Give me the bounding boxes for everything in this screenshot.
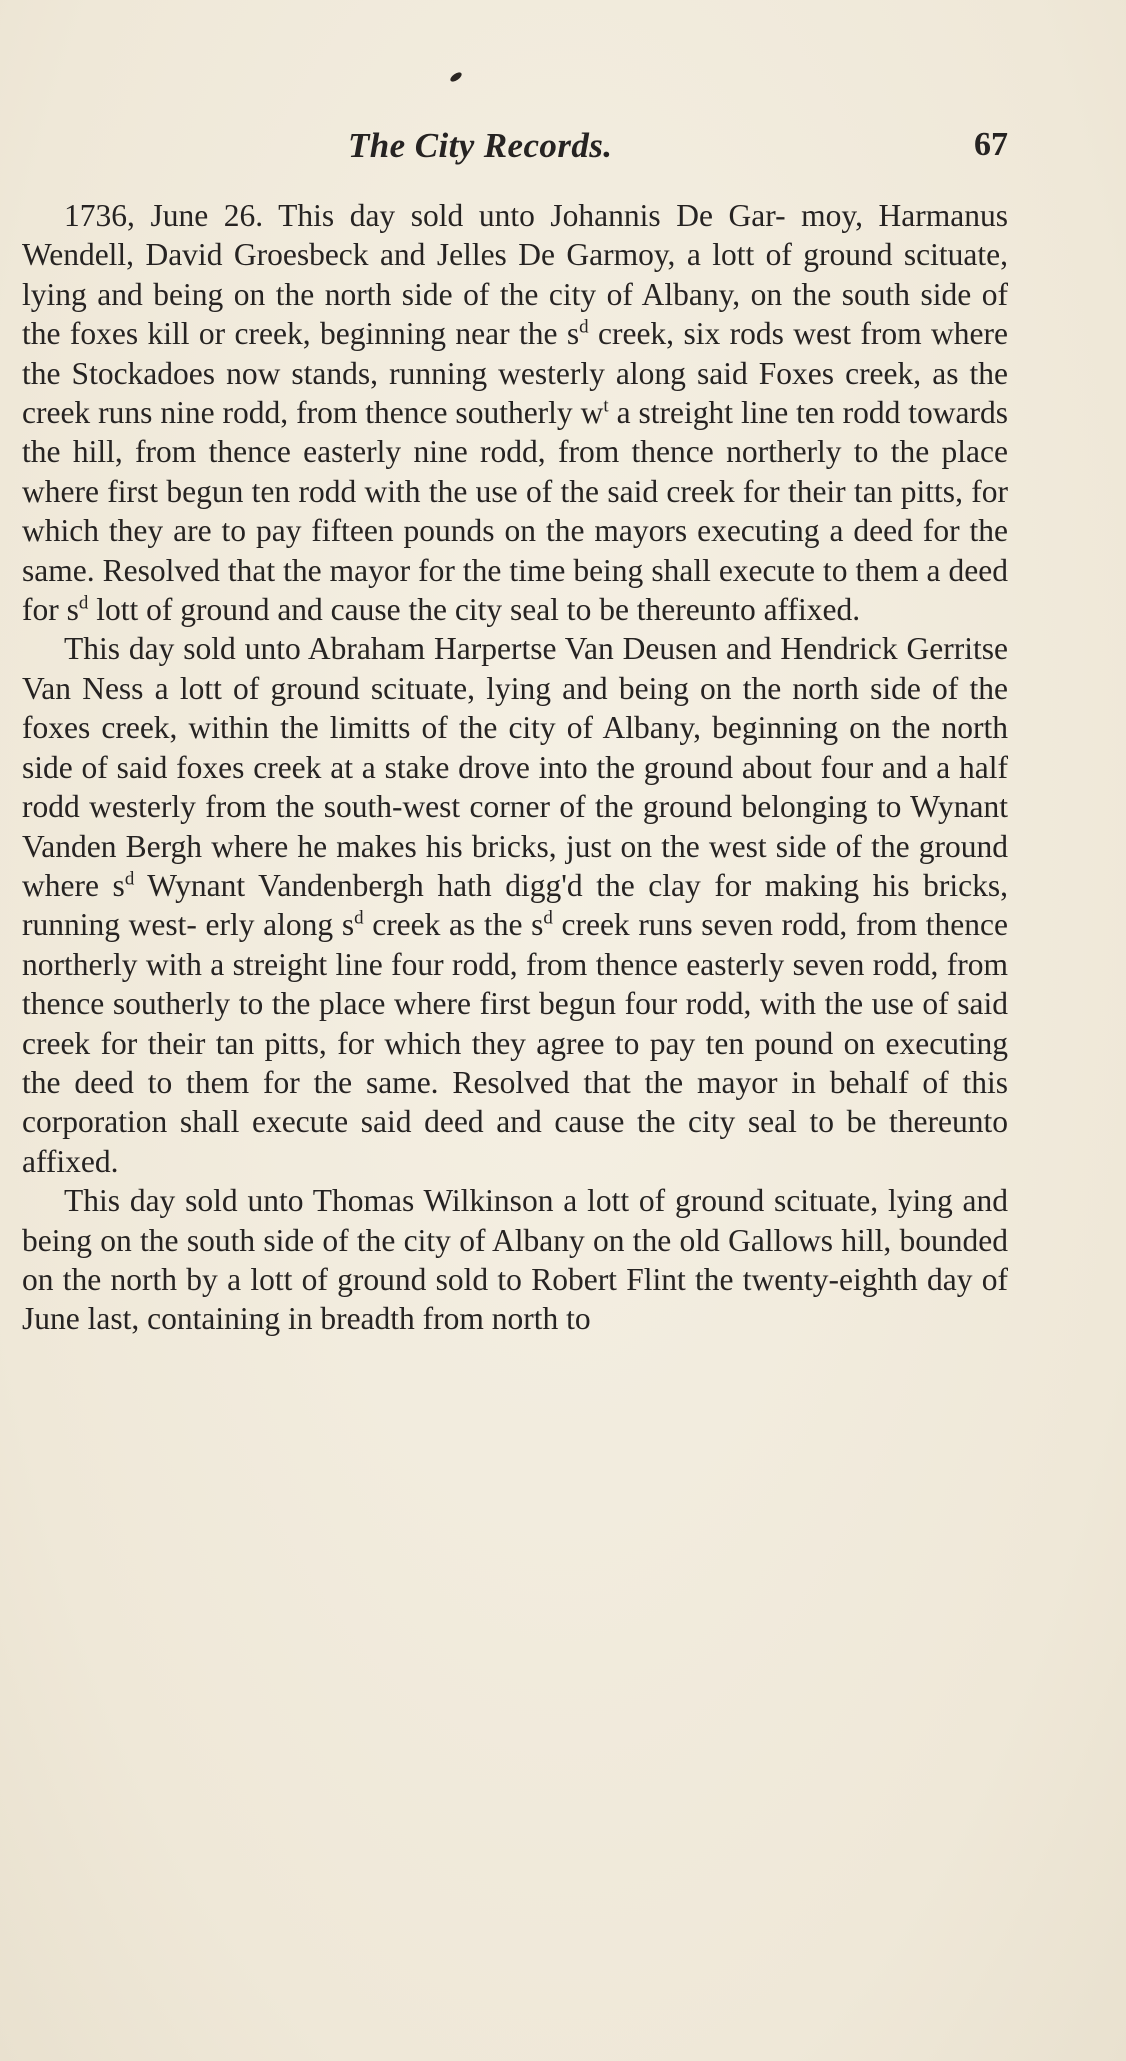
page-header [22, 126, 1008, 172]
superscript: d [579, 316, 589, 338]
text-segment: 1736, June 26. This day sold unto Johannis De Gar- moy, Harmanus Wendell, David Groesbeck and Jelles De Garmoy, a lott of ground scituate, lying and being on the north side of the city of Albany, on the south side of the foxes kill or creek, beginning near the s [22, 198, 1008, 352]
page-body [22, 196, 1008, 1339]
paragraph-1 [22, 196, 1008, 629]
ink-mark-icon [446, 67, 465, 86]
paragraph-2 [22, 629, 1008, 1181]
page-number: 67 [974, 126, 1008, 163]
text-segment: creek runs seven rodd, from thence northerly with a streight line four rodd, from thence easterly seven rodd, from thence southerly to the place where first begun four rodd, with the use of said creek for their tan pitts, for which they agree to pay ten pound on executing the deed to them for the same. Resolved that the mayor in behalf of this corporation shall execute said deed and cause the city seal to be thereunto affixed. [22, 907, 1008, 1179]
text-segment: creek, six rods west from where the Stockadoes now stands, running westerly along said Foxes creek, as the creek runs nine rodd, from thence southerly w [22, 316, 1008, 431]
superscript: d [543, 907, 553, 929]
superscript: t [603, 395, 609, 417]
superscript: d [78, 592, 89, 614]
text-segment: This day sold unto Thomas Wilkinson a lott of ground scituate, lying and being on the south side of the city of Albany on the old Gallows hill, bounded on the north by a lott of ground sold to Robert Flint the twenty-eighth day of June last, containing in breadth from north to [22, 1183, 1008, 1337]
superscript: d [354, 907, 364, 929]
paragraph-3 [22, 1181, 1008, 1339]
running-title: The City Records. [348, 126, 613, 165]
text-segment: This day sold unto Abraham Harpertse Van Deusen and Hendrick Gerritse Van Ness a lott of ground scituate, lying and being on the north side of the foxes creek, within the limitts of the city of Albany, beginning on the north side of said foxes creek at a stake drove into the ground about four and a half rodd westerly from the south-west corner of the ground belonging to Wynant Vanden Bergh where he makes his bricks, just on the west side of the ground where s [22, 631, 1008, 903]
text-segment: Wynant Vandenbergh hath digg'd the clay for making his bricks, running west- erly along s [22, 867, 1008, 943]
superscript: d [124, 868, 135, 890]
text-segment: a streight line ten rodd towards the hill, from thence easterly nine rodd, from thence northerly to the place where first begun ten rodd with the use of the said creek for their tan pitts, for which they are to pay fifteen pounds on the mayors executing a deed for the same. Resolved that the mayor for the time being shall execute to them a deed for s [22, 395, 1009, 628]
text-segment: creek as the s [363, 907, 544, 943]
text-segment: lott of ground and cause the city seal to be thereunto affixed. [88, 592, 861, 628]
